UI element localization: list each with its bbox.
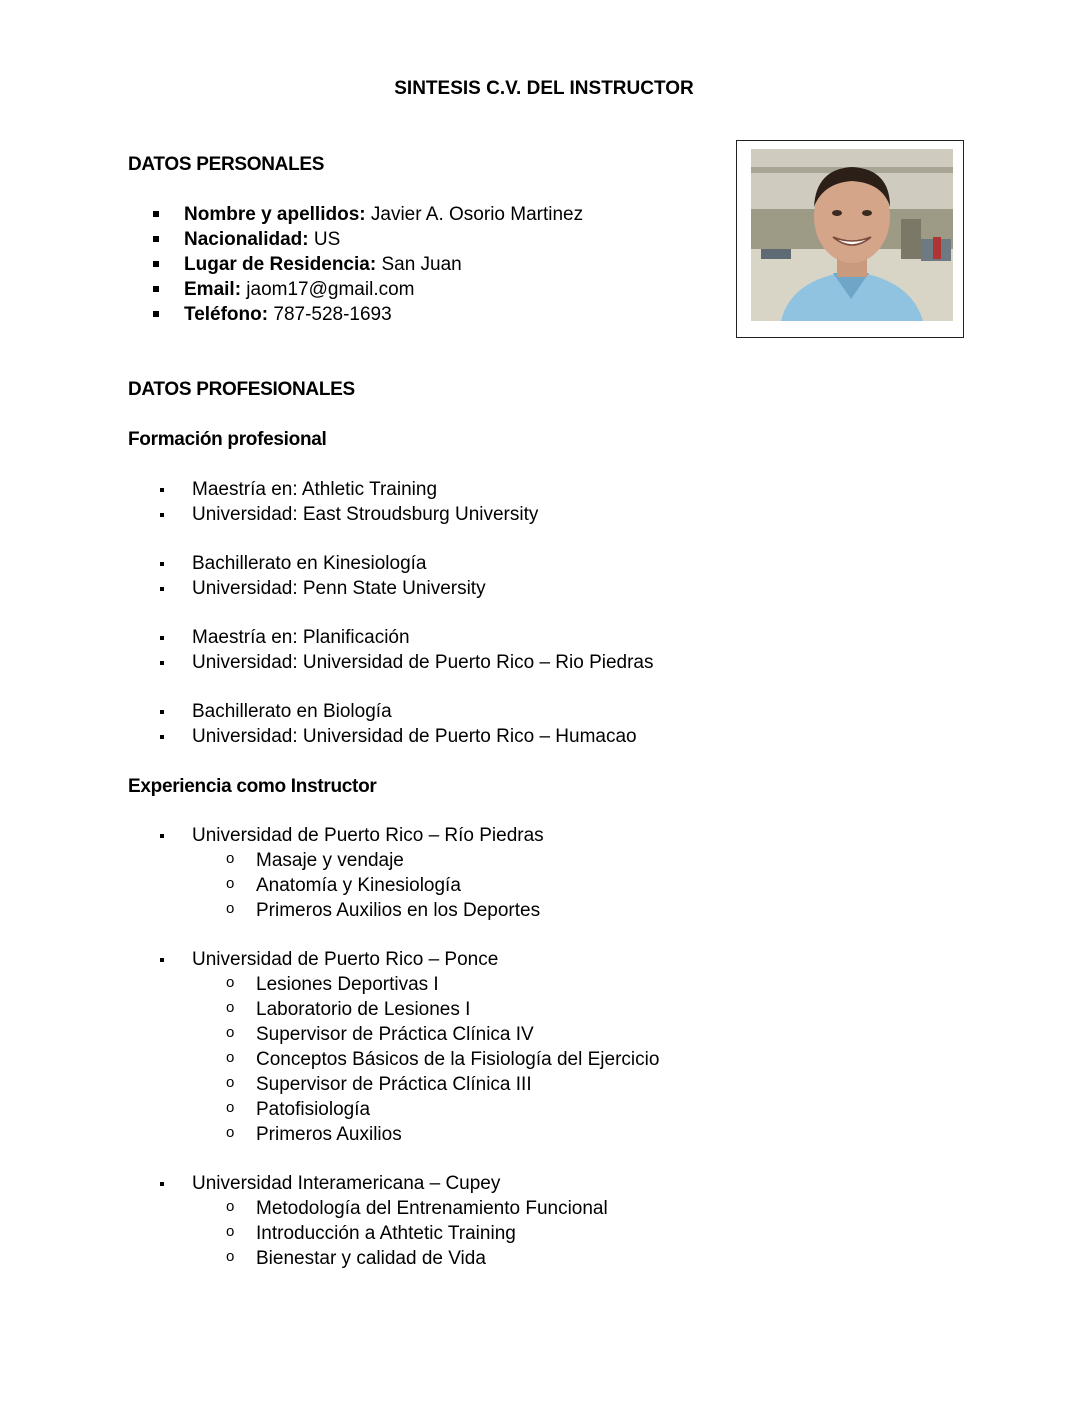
institution: Universidad de Puerto Rico – Ponce: [192, 949, 499, 970]
circle-bullet-icon: o: [226, 1099, 235, 1116]
bullet-icon: [160, 958, 164, 962]
bullet-icon: [160, 735, 164, 739]
circle-bullet-icon: o: [226, 1223, 235, 1240]
name-value: Javier A. Osorio Martinez: [365, 204, 584, 225]
course: Anatomía y Kinesiología: [256, 875, 461, 896]
bullet-icon: [153, 211, 159, 217]
bullet-icon: [160, 513, 164, 517]
nationality-value: US: [308, 229, 341, 250]
circle-bullet-icon: o: [226, 1248, 235, 1265]
formation-item: Maestría en: Planificación: [192, 627, 410, 648]
course: Lesiones Deportivas I: [256, 974, 439, 995]
formation-item: Bachillerato en Kinesiología: [192, 553, 427, 574]
residence-value: San Juan: [376, 254, 462, 275]
circle-bullet-icon: o: [226, 974, 235, 991]
course: Conceptos Básicos de la Fisiología del Ejercicio: [256, 1049, 660, 1070]
course: Masaje y vendaje: [256, 850, 404, 871]
circle-bullet-icon: o: [226, 875, 235, 892]
course: Supervisor de Práctica Clínica IV: [256, 1024, 534, 1045]
formation-item: Universidad: Penn State University: [192, 578, 486, 599]
course: Primeros Auxilios: [256, 1124, 402, 1145]
course: Patofisiología: [256, 1099, 371, 1120]
bullet-icon: [160, 488, 164, 492]
formation-item: Universidad: Universidad de Puerto Rico – Humacao: [192, 726, 637, 747]
residence-label: Lugar de Residencia:: [184, 254, 377, 275]
bullet-icon: [160, 661, 164, 665]
circle-bullet-icon: o: [226, 1074, 235, 1091]
circle-bullet-icon: o: [226, 999, 235, 1016]
email-label: Email:: [184, 279, 242, 300]
bullet-icon: [160, 636, 164, 640]
course: Supervisor de Práctica Clínica III: [256, 1074, 532, 1095]
circle-bullet-icon: o: [226, 1124, 235, 1141]
course: Metodología del Entrenamiento Funcional: [256, 1198, 608, 1219]
course: Laboratorio de Lesiones I: [256, 999, 471, 1020]
bullet-icon: [160, 710, 164, 714]
course: Introducción a Athtetic Training: [256, 1223, 516, 1244]
email-value: jaom17@gmail.com: [241, 279, 415, 300]
institution: Universidad de Puerto Rico – Río Piedras: [192, 825, 544, 846]
circle-bullet-icon: o: [226, 900, 235, 917]
experience-heading: Experiencia como Instructor: [128, 776, 377, 797]
institution: Universidad Interamericana – Cupey: [192, 1173, 501, 1194]
course: Bienestar y calidad de Vida: [256, 1248, 486, 1269]
nationality-label: Nacionalidad:: [184, 229, 309, 250]
formation-heading: Formación profesional: [128, 429, 327, 450]
personal-data-heading: DATOS PERSONALES: [128, 154, 325, 175]
bullet-icon: [160, 587, 164, 591]
formation-item: Universidad: East Stroudsburg University: [192, 504, 539, 525]
formation-item: Universidad: Universidad de Puerto Rico – Rio Piedras: [192, 652, 654, 673]
bullet-icon: [153, 311, 159, 317]
bullet-icon: [160, 1182, 164, 1186]
circle-bullet-icon: o: [226, 1198, 235, 1215]
bullet-icon: [153, 236, 159, 242]
professional-data-heading: DATOS PROFESIONALES: [128, 379, 355, 400]
circle-bullet-icon: o: [226, 1049, 235, 1066]
instructor-photo-frame: [736, 140, 964, 338]
course: Primeros Auxilios en los Deportes: [256, 900, 541, 921]
bullet-icon: [160, 834, 164, 838]
name-label: Nombre y apellidos:: [184, 204, 366, 225]
document-title: SINTESIS C.V. DEL INSTRUCTOR: [394, 78, 694, 99]
bullet-icon: [160, 562, 164, 566]
phone-label: Teléfono:: [184, 304, 269, 325]
bullet-icon: [153, 261, 159, 267]
instructor-photo: [751, 149, 953, 321]
phone-value: 787-528-1693: [268, 304, 392, 325]
formation-item: Bachillerato en Biología: [192, 701, 392, 722]
bullet-icon: [153, 286, 159, 292]
circle-bullet-icon: o: [226, 1024, 235, 1041]
formation-item: Maestría en: Athletic Training: [192, 479, 438, 500]
circle-bullet-icon: o: [226, 850, 235, 867]
